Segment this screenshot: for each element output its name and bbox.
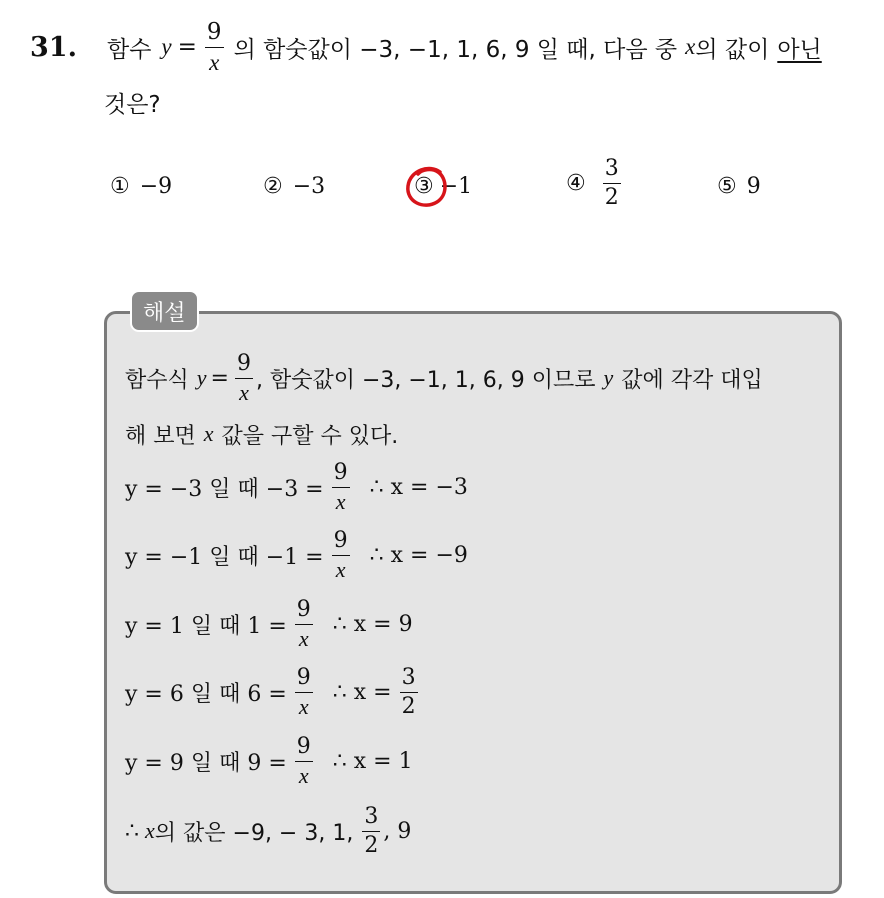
answer-circle-mark xyxy=(402,162,452,212)
choice-1[interactable]: ① −9 xyxy=(110,174,173,199)
solution-intro-line-1: 함수식 y = $\frac{9}{x}$ , 함숫값이 −3, −1, 1, 6, 9 이므로 y 값에 각각 대입 xyxy=(125,350,763,405)
underlined-word: 아닌 xyxy=(777,36,822,63)
question-line-1: 31. 함수 y = $\frac{9}{x}$ 의 함숫값이 −3, −1, 1, 6, 9 일 때, 다음 중 x 의 값이 아닌 xyxy=(30,18,822,75)
final-fraction: $\frac{3}{2}$ xyxy=(364,803,379,858)
solution-intro-fraction: $\frac{9}{x}$ xyxy=(236,350,251,405)
solution-row-4: y = 6 일 때 6 = $\frac{9}{x}$ ∴ x = $\frac{3}{2}$ xyxy=(125,664,416,719)
solution-row-2: y = −1 일 때 −1 = $\frac{9}{x}$ ∴ x = −9 xyxy=(125,527,468,582)
choice-5[interactable]: ⑤ 9 xyxy=(717,174,761,199)
solution-tag: 해설 xyxy=(130,290,199,332)
solution-row-3: y = 1 일 때 1 = $\frac{9}{x}$ ∴ x = 9 xyxy=(125,596,413,651)
solution-intro-line-2: 해 보면 x 값을 구할 수 있다. xyxy=(125,421,399,449)
choice-3[interactable]: ③ −1 xyxy=(414,174,473,199)
choice-2[interactable]: ② −3 xyxy=(263,174,326,199)
solution-final-line: ∴ x 의 값은 −9, − 3, 1, $\frac{3}{2}$ , 9 xyxy=(125,803,412,858)
solution-row-5: y = 9 일 때 9 = $\frac{9}{x}$ ∴ x = 1 xyxy=(125,733,413,788)
choice-4-fraction: $\frac{3}{2}$ xyxy=(604,156,619,210)
question-number: 31. xyxy=(30,31,77,63)
question-line-2: 것은? xyxy=(104,92,161,118)
question-fraction: $\frac{9}{x}$ xyxy=(206,18,222,75)
choice-4[interactable]: ④ $\frac{3}{2}$ xyxy=(566,156,619,210)
solution-row-1: y = −3 일 때 −3 = $\frac{9}{x}$ ∴ x = −3 xyxy=(125,459,468,514)
